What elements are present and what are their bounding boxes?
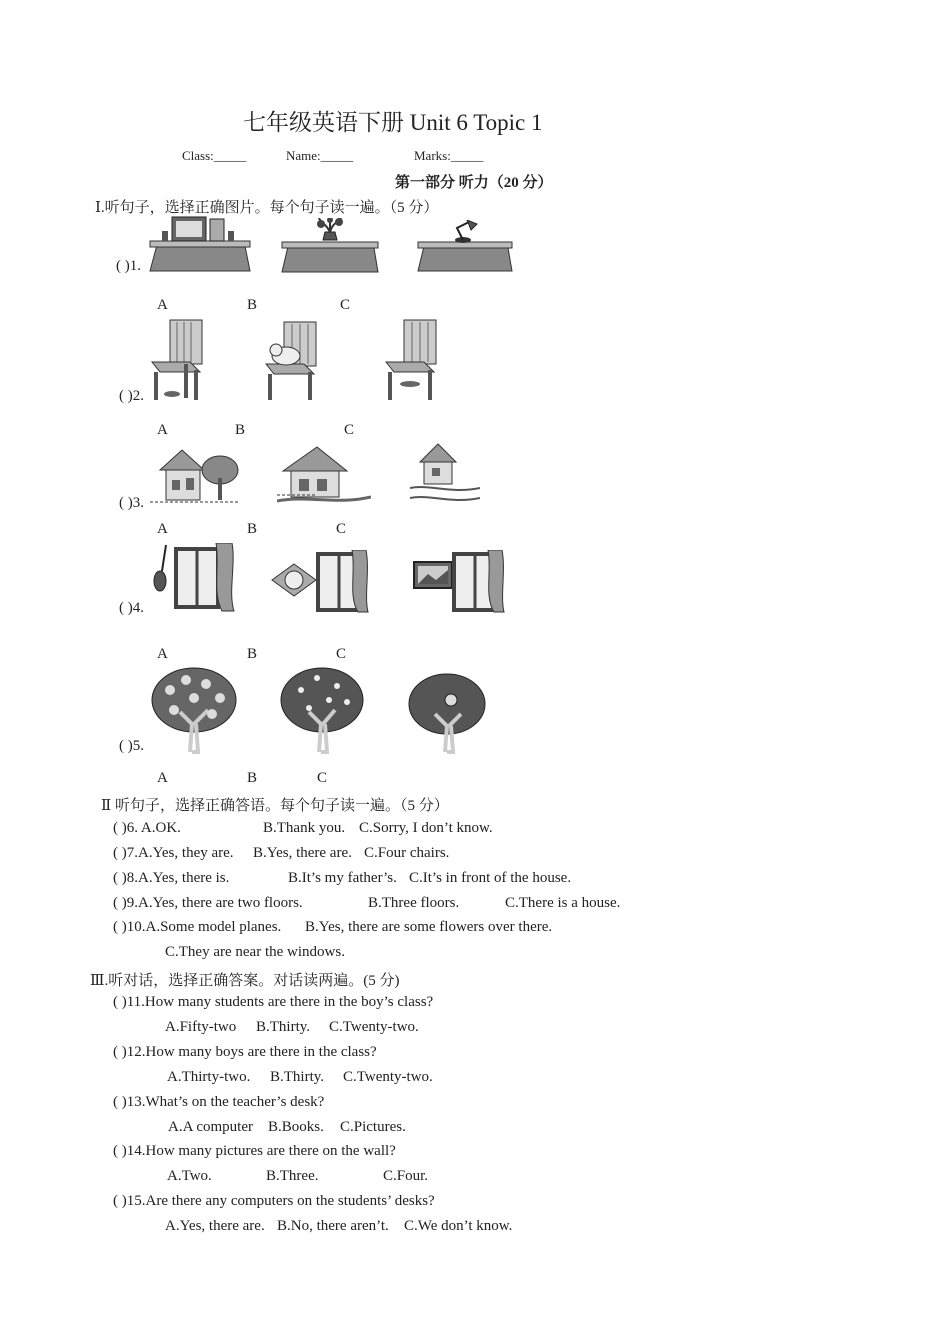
chair-with-shoes-image	[382, 318, 440, 402]
option-a: A	[157, 521, 168, 537]
q11-option-a: A.Fifty-two	[165, 1019, 237, 1035]
q10-option-c: C.They are near the windows.	[165, 944, 345, 960]
q15-option-c: C.We don’t know.	[404, 1218, 513, 1234]
question-number: ( )1.	[116, 258, 141, 274]
q14-option-c: C.Four.	[383, 1168, 429, 1184]
part-one-heading: 第一部分 听力（20 分）	[395, 175, 553, 191]
option-b: B	[247, 770, 258, 786]
q11-option-b: B.Thirty.	[256, 1019, 311, 1035]
option-c: C	[344, 422, 355, 438]
q11-option-c: C.Twenty-two.	[329, 1019, 419, 1035]
cat-in-tree-image	[407, 670, 487, 754]
q11-question: ( )11.How many students are there in the boy’s class?	[113, 994, 434, 1010]
q13-option-b: B.Books.	[268, 1119, 324, 1135]
question-number: ( )3.	[119, 495, 144, 511]
class-field: Class:_____	[182, 148, 247, 163]
question-number: ( )4.	[119, 600, 144, 616]
option-c: C	[336, 646, 347, 662]
q15-option-a: A.Yes, there are.	[165, 1218, 265, 1234]
bird-tree-image	[279, 664, 365, 754]
house-with-river-image	[277, 445, 371, 507]
q6-option-b: B.Thank you.	[263, 820, 346, 836]
q13-question: ( )13.What’s on the teacher’s desk?	[113, 1094, 325, 1110]
computer-on-desk-image	[148, 213, 252, 273]
q6-option-a: ( )6. A.OK.	[113, 820, 181, 836]
option-c: C	[317, 770, 328, 786]
q8-option-b: B.It’s my father’s.	[288, 870, 397, 886]
clock-by-window-image	[270, 550, 370, 614]
q14-option-a: A.Two.	[167, 1168, 212, 1184]
chair-with-cat-image	[262, 320, 320, 402]
q7-option-b: B.Yes, there are.	[253, 845, 352, 861]
apple-tree-image	[150, 664, 238, 754]
section-one-heading: Ⅰ.听句子，选择正确图片。每个句子读一遍。（5 分）	[95, 200, 439, 216]
section-two-heading: Ⅱ 听句子，选择正确答语。每个句子读一遍。（5 分）	[101, 798, 449, 814]
marks-field: Marks:_____	[414, 148, 484, 163]
option-b: B	[247, 646, 258, 662]
option-a: A	[157, 422, 168, 438]
q7-option-c: C.Four chairs.	[364, 845, 450, 861]
house-with-tree-image	[150, 448, 240, 510]
page-title: 七年级英语下册 Unit 6 Topic 1	[243, 110, 543, 135]
q7-option-a: ( )7.A.Yes, they are.	[113, 845, 234, 861]
name-field: Name:_____	[286, 148, 354, 163]
q8-option-c: C.It’s in front of the house.	[409, 870, 572, 886]
q15-question: ( )15.Are there any computers on the students’ desks?	[113, 1193, 435, 1209]
q9-option-a: ( )9.A.Yes, there are two floors.	[113, 895, 303, 911]
q13-option-c: C.Pictures.	[340, 1119, 406, 1135]
question-number: ( )2.	[119, 388, 144, 404]
guitar-by-window-image	[150, 543, 240, 615]
q9-option-c: C.There is a house.	[505, 895, 621, 911]
q12-option-c: C.Twenty-two.	[343, 1069, 433, 1085]
option-b: B	[247, 297, 258, 313]
option-a: A	[157, 297, 168, 313]
q9-option-b: B.Three floors.	[368, 895, 460, 911]
lamp-on-desk-image	[417, 220, 513, 272]
option-c: C	[336, 521, 347, 537]
house-behind-river-image	[410, 442, 480, 508]
q15-option-b: B.No, there aren’t.	[277, 1218, 389, 1234]
option-a: A	[157, 770, 168, 786]
section-three-heading: Ⅲ.听对话，选择正确答案。对话读两遍。(5 分)	[90, 973, 400, 989]
flower-pot-on-desk-image	[281, 218, 379, 273]
option-a: A	[157, 646, 168, 662]
q10-option-a: ( )10.A.Some model planes.	[113, 919, 282, 935]
q12-option-b: B.Thirty.	[270, 1069, 325, 1085]
option-b: B	[247, 521, 258, 537]
q14-option-b: B.Three.	[266, 1168, 319, 1184]
q10-option-b: B.Yes, there are some flowers over there.	[305, 919, 553, 935]
option-b: B	[235, 422, 246, 438]
picture-by-window-image	[412, 550, 506, 614]
option-c: C	[340, 297, 351, 313]
q12-option-a: A.Thirty-two.	[167, 1069, 251, 1085]
q12-question: ( )12.How many boys are there in the class?	[113, 1044, 377, 1060]
chair-with-shoes-image	[150, 318, 204, 402]
q14-question: ( )14.How many pictures are there on the wall?	[113, 1143, 396, 1159]
q8-option-a: ( )8.A.Yes, there is.	[113, 870, 230, 886]
question-number: ( )5.	[119, 738, 144, 754]
q13-option-a: A.A computer	[168, 1119, 253, 1135]
q6-option-c: C.Sorry, I don’t know.	[359, 820, 493, 836]
